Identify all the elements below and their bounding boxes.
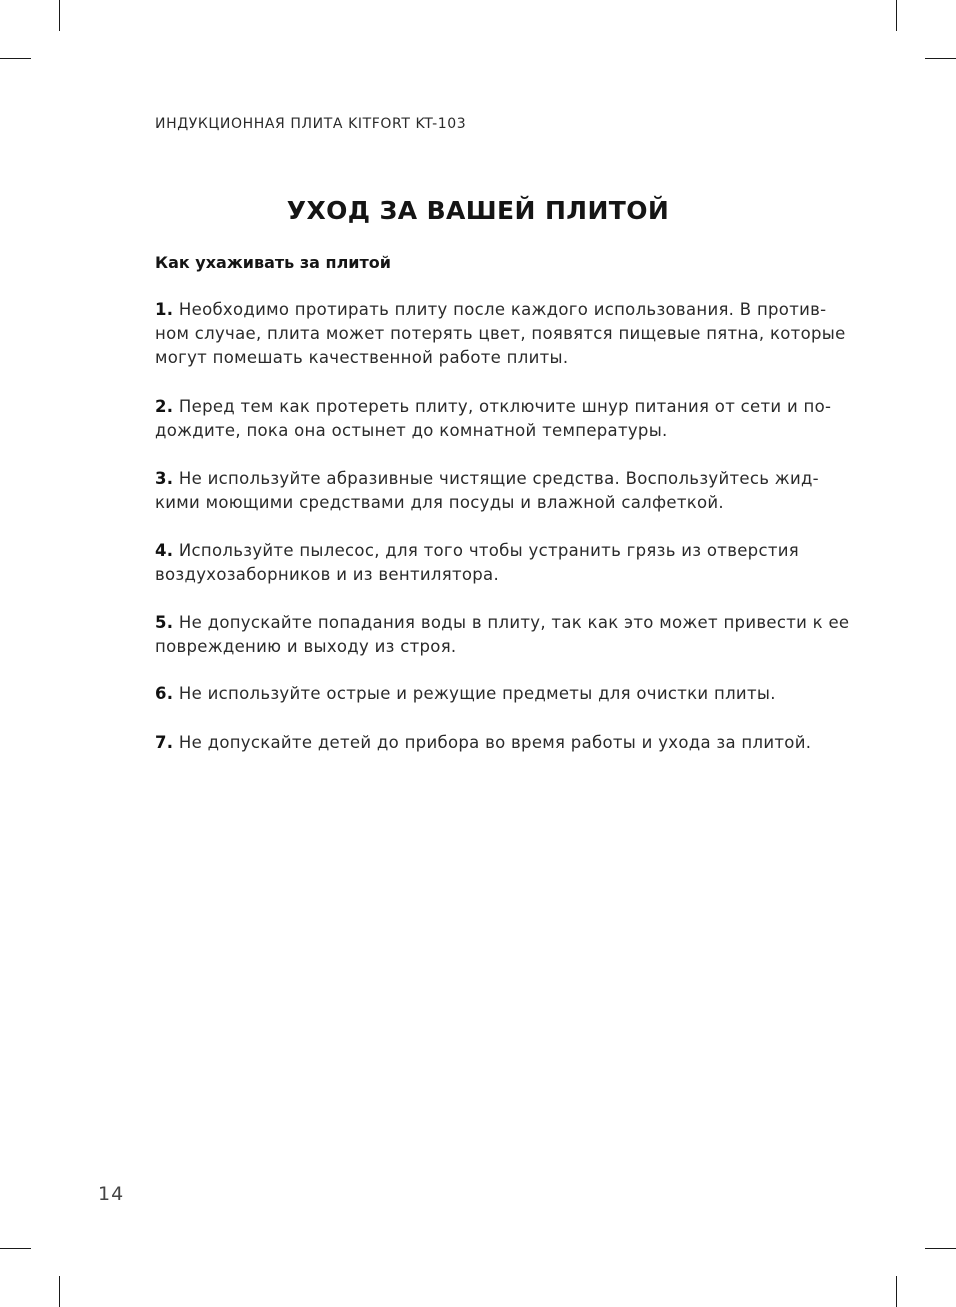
crop-mark-bottom-left-vertical [59,1276,60,1307]
item-number: 4. [155,541,174,560]
item-line [155,395,845,419]
item-line: повреждению и выходу из строя. [155,637,457,656]
item-line [155,682,845,706]
list-item-3 [155,467,845,515]
item-number: 1. [155,300,174,319]
crop-mark-top-left-horizontal [0,58,31,59]
list-item-2 [155,395,845,443]
page-number: 14 [98,1183,125,1205]
crop-mark-top-right-vertical [896,0,897,31]
item-line [155,731,845,755]
crop-mark-bottom-right-horizontal [925,1248,956,1249]
list-item-7 [155,731,845,755]
list-item-6 [155,682,845,706]
item-number: 5. [155,613,174,632]
item-text: Не используйте острые и режущие предметы для очистки плиты. [173,684,776,703]
item-text: Не допускайте детей до прибора во время работы и ухода за плитой. [173,733,812,752]
item-line: ном случае, плита может потерять цвет, появятся пищевые пятна, которые [155,324,846,343]
item-line: кими моющими средствами для посуды и влажной салфеткой. [155,493,724,512]
item-text: Не используйте абразивные чистящие средства. Воспользуйтесь жид- [173,469,819,488]
item-line: могут помешать качественной работе плиты. [155,348,569,367]
item-text: Необходимо протирать плиту после каждого использования. В против- [173,300,827,319]
item-number: 6. [155,684,174,703]
list-item-4 [155,539,845,587]
page-title: УХОД ЗА ВАШЕЙ ПЛИТОЙ [286,196,670,225]
list-item-5 [155,611,850,659]
item-line [155,467,845,491]
item-number: 7. [155,733,174,752]
item-line: дождите, пока она остынет до комнатной температуры. [155,421,668,440]
crop-mark-bottom-right-vertical [896,1276,897,1307]
item-number: 3. [155,469,174,488]
list-item-1 [155,298,845,370]
running-header: ИНДУКЦИОННАЯ ПЛИТА KITFORT KT-103 [155,116,467,132]
item-line [155,539,845,563]
item-text: Не допускайте попадания воды в плиту, так как это может привести к ее [173,613,850,632]
item-line [155,298,845,322]
section-subtitle: Как ухаживать за плитой [155,253,391,272]
crop-mark-top-right-horizontal [925,58,956,59]
crop-mark-top-left-vertical [59,0,60,31]
item-line: воздухозаборников и из вентилятора. [155,565,500,584]
item-text: Перед тем как протереть плиту, отключите шнур питания от сети и по- [173,397,832,416]
item-line [155,611,850,635]
item-number: 2. [155,397,174,416]
item-text: Используйте пылесос, для того чтобы устранить грязь из отверстия [173,541,799,560]
crop-mark-bottom-left-horizontal [0,1248,31,1249]
